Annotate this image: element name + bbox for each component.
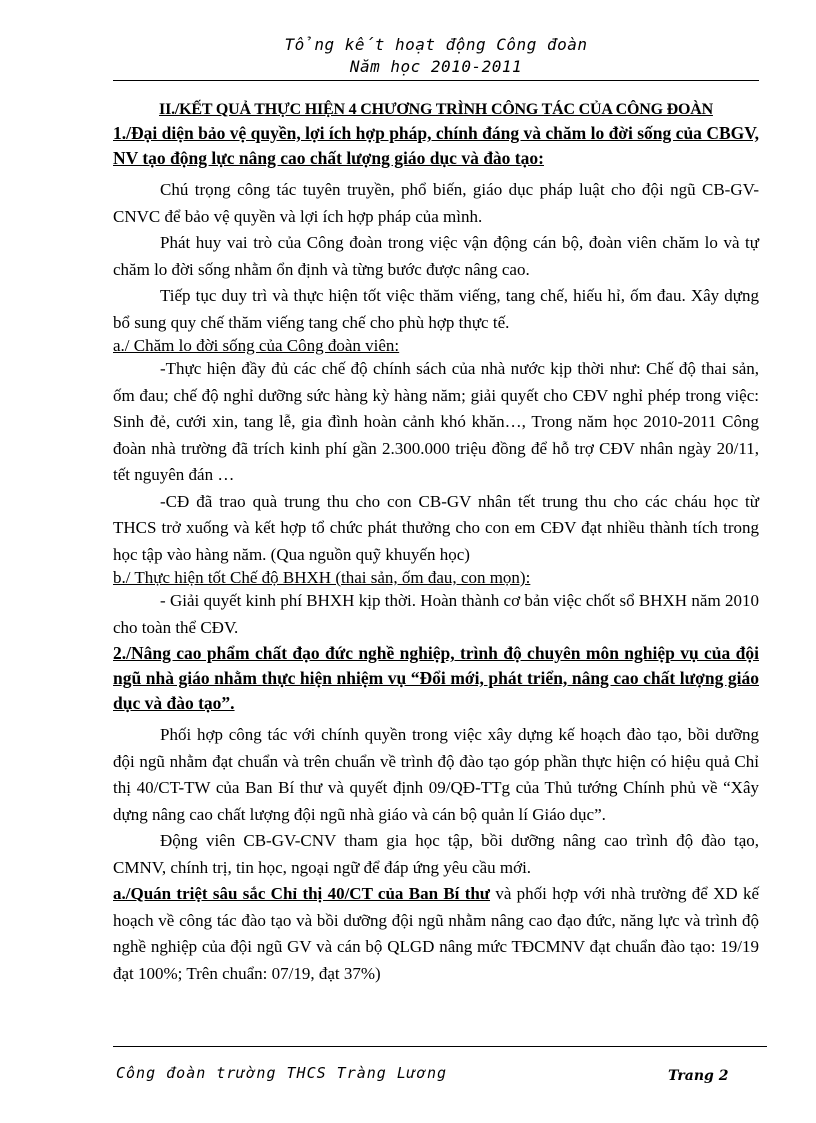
part1-sub-b-paragraph: - Giải quyết kinh phí BHXH kịp thời. Hoàn thành cơ bản việc chốt sổ BHXH năm 2010 cho toàn thể CĐV. [113,591,759,637]
header-school-year: Năm học 2010-2011 [349,57,523,76]
part2-paragraph: Động viên CB-GV-CNV tham gia học tập, bồi dưỡng nâng cao trình độ đào tạo, CMNV, chính trị, tin học, ngoại ngữ để đáp ứng yêu cầu mới. [113,831,759,877]
header-title: Tổng kết hoạt động Công đoàn [284,35,588,54]
footer-divider [113,1046,767,1047]
section-title: II./KẾT QUẢ THỰC HIỆN 4 CHƯƠNG TRÌNH CÔNG TÁC CỦA CÔNG ĐOÀN [159,101,713,118]
part1-sub-a-paragraph: -CĐ đã trao quà trung thu cho con CB-GV nhân tết trung thu cho các cháu học từ THCS trở xuống và kết hợp tổ chức phát thưởng cho con em CĐV đạt nhiều thành tích trong học tập vào hàng năm. (Qua nguồn quỹ khuyến học) [113,491,759,564]
document-body [113,98,759,987]
page-number: Trang 2 [668,1068,729,1084]
part2-paragraph: Phối hợp công tác với chính quyền trong việc xây dựng kế hoạch đào tạo, bồi dưỡng đội ngũ nhằm đạt chuẩn và trên chuẩn về trình độ đào tạo góp phần thực hiện có hiệu quả Chỉ thị 40/CT-TW của Ban Bí thư và quyết định 09/QĐ-TTg của Thủ tướng Chính phủ về “Xây dựng nâng cao chất lượng đội ngũ nhà giáo và cán bộ quản lí Giáo dục”. [113,725,759,824]
part1-sub-b-heading: b./ Thực hiện tốt Chế độ BHXH (thai sản, ốm đau, con mọn): [113,568,531,587]
footer-school-name: Công đoàn trường THCS Tràng Lương [116,1064,448,1082]
part1-paragraph: Phát huy vai trò của Công đoàn trong việc vận động cán bộ, đoàn viên chăm lo và tự chăm lo đời sống nhằm ổn định và từng bước được nâng cao. [113,233,759,279]
header-divider [113,80,759,81]
part1-sub-a-paragraph: -Thực hiện đầy đủ các chế độ chính sách của nhà nước kịp thời như: Chế độ thai sản, ốm đau; chế độ nghỉ dưỡng sức hàng kỳ hàng năm; giải quyết cho CĐV nghỉ phép trong việc: Sinh đẻ, cưới xin, tang lễ, gia đình hoàn cảnh khó khăn…, Trong năm học 2010-2011 Công đoàn nhà trường đã trích kinh phí gần 2.300.000 triệu đồng để hỗ trợ CĐV nhân ngày 20/11, tết nguyên đán … [113,359,759,484]
part1-paragraph: Chú trọng công tác tuyên truyền, phổ biến, giáo dục pháp luật cho đội ngũ CB-GV-CNVC để bảo vệ quyền và lợi ích hợp pháp của mình. [113,180,759,226]
part2-sub-a-heading: a./Quán triệt sâu sắc Chỉ thị 40/CT của Ban Bí thư [113,884,491,903]
part2-sub-a-paragraph [113,881,759,987]
part1-heading: 1./Đại diện bảo vệ quyền, lợi ích hợp pháp, chính đáng và chăm lo đời sống của CBGV, NV tạo động lực nâng cao chất lượng giáo dục và đào tạo: [113,123,759,168]
page-header [113,34,759,78]
part2-heading: 2./Nâng cao phẩm chất đạo đức nghề nghiệp, trình độ chuyên môn nghiệp vụ của đội ngũ nhà giáo nhằm thực hiện nhiệm vụ “Đổi mới, phát triển, nâng cao chất lượng giáo dục và đào tạo”. [113,643,759,713]
part2-sub-a-text: và phối hợp với nhà trường để XD kế hoạch về công tác đào tạo và bồi dưỡng đội ngũ nhằm nâng cao đạo đức, năng lực và trình độ nghề nghiệp của đội ngũ GV và cán bộ QLGD nâng mức TĐCMNV đạt chuẩn đào tạo: 19/19 đạt 100%; Trên chuẩn: 07/19, đạt 37%) [113,884,759,983]
part1-sub-a-heading: a./ Chăm lo đời sống của Công đoàn viên: [113,336,400,355]
part1-paragraph: Tiếp tục duy trì và thực hiện tốt việc thăm viếng, tang chế, hiếu hỉ, ốm đau. Xây dựng bổ sung quy chế thăm viếng tang chế cho phù hợp thực tế. [113,286,759,332]
